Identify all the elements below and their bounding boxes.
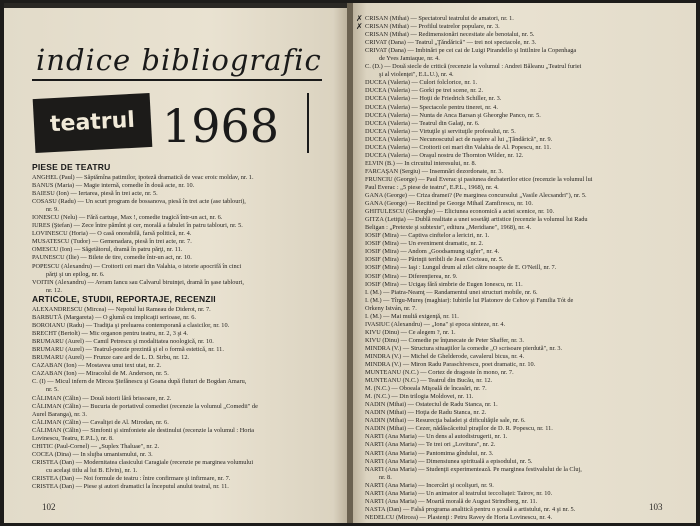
bibliography-entry: BRECHT (Bertolt) — Mic organon pentru teatru, nr. 2, 3 şi 4. [32, 330, 188, 338]
bibliography-entry: NARTI (Ana Maria) — Moartă morală de August Strindberg, nr. 11. [365, 497, 538, 505]
bibliography-entry: NASTA (Dan) — Falsă programa analitică pentru o şcoală a artistului, nr. 4 şi nr. 5. [365, 505, 576, 513]
bibliography-entry: DUCEA (Valeria) — Gorki pe trei scene, nr. 2. [365, 87, 484, 95]
bibliography-entry: NARTI (Ana Maria) — Pantomima gîndului, nr. 3. [365, 449, 494, 457]
bibliography-entry: NARTI (Ana Maria) — Incercări şi ocolişuri, nr. 9. [365, 481, 494, 489]
handwritten-mark-1: ✗ [356, 14, 363, 23]
bibliography-entry: IONESCU (Nelu) — Fără cartuşe, Max !, comedie tragică într-un act, nr. 6. [32, 214, 223, 222]
bibliography-entry: de Yves Jamiaque, nr. 4. [379, 55, 440, 63]
bibliography-entry: BARBUTĂ (Margareta) — O glumă cu implicaţii serioase, nr. 6. [32, 314, 196, 322]
bibliography-entry: nr. 5. [46, 386, 59, 394]
bibliography-entry: LOVINESCU (Horia) — O casă onorabilă, farsă politică, nr. 4. [32, 230, 192, 238]
left-page [4, 3, 347, 523]
bibliography-entry: Paul Everac : „5 piese de teatru", E.P.L., 1968), nr. 4. [365, 183, 499, 191]
bibliography-entry: DUCEA (Valeria) — Croitorii cei mari din Valahia de Al. Popescu, nr. 11. [365, 143, 552, 151]
bibliography-entry: CAZABAN (Ion) — Mostavea unui text utat, nr. 2. [32, 362, 162, 370]
bibliography-entry: NARTI (Ana Maria) — Un dens al autodistrugerii, nr. 1. [365, 433, 508, 441]
bibliography-entry: FARCAŞAN (Sergiu) — Insemnări dezordonate, nr. 3. [365, 167, 504, 175]
bibliography-entry: NARTI (Ana Maria) — Studenţii experimentează. Pe marginea festivalului de la Cluj, [365, 465, 582, 473]
bibliography-entry: OMESCU (Ion) — Săgetătorul, dramă în patru părţi, nr. 11. [32, 246, 183, 254]
articles-entry-list [32, 306, 337, 491]
bibliography-entry: DUCEA (Valeria) — Necunoscutul act de naştere al lui „Ţăndărică", nr. 9. [365, 135, 553, 143]
bibliography-entry: POPESCU (Alexandru) — Croitorii cei mari din Valahia, o istorie apocrifă în cinci [32, 262, 242, 270]
top-edge-strip [4, 3, 347, 8]
bibliography-entry: I. (M.) — Tîrgu-Mureş (maghiar): Iubirile lui Platonov de Cehov şi Familia Tót de [365, 296, 574, 304]
plays-entry-list [32, 174, 337, 295]
bibliography-entry: BRUMARU (Aurel) — Teatrul-poezie prezintă şi el o formă estetică, nr. 11. [32, 346, 224, 354]
bibliography-entry: DUCEA (Valeria) — Nunta de Anca Barsan şi Gheorghe Panco, nr. 5. [365, 111, 541, 119]
bibliography-entry: COCEA (Dina) — In slujba umanismului, nr. 3. [32, 450, 153, 458]
page-number-left: 102 [42, 502, 56, 512]
header-rule [32, 79, 322, 81]
bibliography-entry: NADIN (Mihai) — Hoţia de Radu Stanca, nr. 2. [365, 409, 487, 417]
bibliography-entry: I. (M.) — Mai multă exigenţă, nr. 11. [365, 312, 459, 320]
bibliography-entry: KIVU (Dinu) — Comedie pe înţunecate de Peter Shaffer, nr. 3. [365, 336, 524, 344]
bibliography-entry: MUNTEANU (N.C.) — Teatrul din Bucău, nr. 12. [365, 377, 493, 385]
bibliography-entry: DUCEA (Valeria) — Spectacole pentru tineret, nr. 4. [365, 103, 498, 111]
bibliography-entry: Aurel Baranga), nr. 3. [32, 410, 87, 418]
bibliography-entry: CRIVAT (Dana) — Imbinări pe cei cai de Luigi Pirandello şi Intilnire la Copenhaga [365, 47, 577, 55]
bibliography-entry: CHITIC (Paul-Cornel) — „Suplex Thaluae", nr. 2. [32, 442, 160, 450]
bibliography-entry: FRUNCIU (George) — Paul Everac şi pasiunea dezbaterilor etice (recenzie la volumul lui [365, 175, 593, 183]
bibliography-entry: CAZABAN (Ion) — Miracolul de M. Anderson, nr. 5. [32, 370, 169, 378]
bibliography-entry: IURES (Ştefan) — Zece între pămînt şi cer, morală a fabulei în patru tablouri, nr. 5. [32, 222, 243, 230]
bibliography-entry: MINDRA (V.) — Michel de Ghelderode, cavalerul bicus, nr. 4. [365, 352, 525, 360]
bibliography-entry: M. (N.C.) — Oboeala Mişoală de încasări, nr. 7. [365, 385, 487, 393]
bibliography-entry: BAIESU (Ion) — Iertarea, piesă în trei acte, nr. 5. [32, 190, 158, 198]
bibliography-entry: DUCEA (Valeria) — Hoţii de Friedrich Schiller, nr. 3. [365, 95, 502, 103]
bibliography-entry: BOROIANU (Radu) — Tradiţia şi preluarea contemporană a clasicilor, nr. 10. [32, 322, 230, 330]
bibliography-entry: I. (M.) — Piatra-Neamţ — Randamentul unei structuri mobile, nr. 6. [365, 288, 538, 296]
bibliography-entry: DUCEA (Valeria) — Oraşul nostru de Thornton Wilder, nr. 12. [365, 151, 524, 159]
bibliography-entry: BRUMARU (Aurel) — Camil Petrescu şi modalitatea noologică, nr. 10. [32, 338, 214, 346]
bibliography-entry: C. (D.) — Două siecle de critică (recenzie la volumul : Andrei Băleanu „Teatrul furiei [365, 63, 582, 71]
section-tag-label: teatrul [33, 93, 153, 153]
bibliography-entry: nr. 8. [379, 473, 392, 481]
bibliography-entry: COSASU (Radu) — Un scurt program de bossanova, piesă în trei acte (ase tablouri), [32, 198, 246, 206]
bibliography-entry: MINDRA (V.) — Structura situaţiilor la comedie „O scrisoare pierdută", nr. 3. [365, 344, 563, 352]
bibliography-entry: DUCEA (Valeria) — Culori folclorice, nr. 1. [365, 79, 478, 87]
bibliography-entry: părţi şi un epilog, nr. 6. [46, 270, 105, 278]
bibliography-entry: cu acelaşi titlu al lui B. Elvin), nr. 1. [46, 466, 138, 474]
bibliography-entry: CRISAN (Mihai) — Redimensionări necesitate ale benotalui, nr. 5. [365, 31, 535, 39]
bibliography-entry: MUNTEANU (N.C.) — Cortez de dragoste în mono, nr. 7. [365, 369, 514, 377]
header-vertical-rule [307, 93, 309, 153]
bibliography-entry: NARTI (Ana Maria) — Un animator al teatrului ieccoliaței: Tairov, nr. 10. [365, 489, 553, 497]
right-entry-list [365, 15, 689, 522]
bibliography-entry: KIVU (Dinu) — Ce alegem ?, nr. 1. [365, 328, 456, 336]
bibliography-entry: CRIVAT (Dana) — Teatrul „Ţăndărică" — trei noi spectacole, nr. 3. [365, 39, 537, 47]
section-heading-plays: PIESE DE TEATRU [32, 162, 111, 172]
bibliography-entry: IOSIF (Mira) — Părinţii teribili de Jean Cocteau, nr. 5. [365, 256, 504, 264]
bibliography-entry: GANA (George) — Recitind pe George Mihail Zamfirescu, nr. 10. [365, 200, 533, 208]
year-heading: 1968 [162, 99, 280, 153]
book-spread [4, 3, 696, 523]
bibliography-entry: NADIN (Mihai) — Resurecţia baladei şi dificultăţile sale, nr. 6. [365, 417, 526, 425]
bibliography-entry: VOITIN (Alexandru) — Avram Iancu sau Calvarul biruinţei, dramă în şase tablouri, [32, 278, 244, 286]
bibliography-entry: IVASIUC (Alexandru) — „Iona" şi epoca sinteze, nr. 4. [365, 320, 506, 328]
bibliography-entry: CRISTEA (Dan) — Piese şi autori dramatici la începutul anului teatral, nr. 11. [32, 483, 229, 491]
bibliography-entry: CRISTEA (Dan) — Noi formule de teatru : între confirmare şi infirmare, nr. 7. [32, 474, 231, 482]
handwritten-mark-2: ✗ [356, 22, 363, 31]
bibliography-entry: C. (I) — Micul infern de Mircea Ştefănescu şi Goana după fluturi de Bogdan Amaru, [32, 378, 247, 386]
page-number-right: 103 [649, 502, 663, 512]
bibliography-entry: PAUNESCU (Ilie) — Bilete de tire, comedie într-un act, nr. 10. [32, 254, 192, 262]
bibliography-entry: M. (N.C.) — Din trilogia Moldovei, nr. 11. [365, 393, 474, 401]
bibliography-entry: GITZA (Letiţia) — Dublă realitate a unei sosetăţi artistice (recenzie la volumul lui Radu [365, 216, 588, 224]
bibliography-entry: BANUS (Maria) — Magie internă, comedie în două acte, nr. 10. [32, 182, 195, 190]
bibliography-entry: NEDELCU (Mircea) — Plastenţi : Petru Ravey de Horia Lovinescu, nr. 4. [365, 513, 553, 521]
bibliography-entry: GHITULESCU (Gheorghe) — Eliciunea economică a actei scenice, nr. 10. [365, 208, 555, 216]
header-logo: indice bibliografic [36, 43, 322, 77]
bibliography-entry: NARTI (Ana Maria) — Te trei ori „Lovitura", nr. 2. [365, 441, 496, 449]
bibliography-entry: IOSIF (Mira) — Un eveniment dramatic, nr. 2. [365, 240, 484, 248]
bibliography-entry: CĂLIMAN (Călin) — Două istorii lără brissoare, nr. 2. [32, 394, 172, 402]
bibliography-entry: MINDRA (V.) — Miron Radu Paraschivescu, poet dramatic, nr. 10. [365, 361, 536, 369]
bibliography-entry: IOSIF (Mira) — Iaşi : Lungul drum al zilei către noapte de E. O'Neill, nr. 7. [365, 264, 557, 272]
bibliography-entry: BRUMARU (Aurel) — Frunze care ard de L. D. Sirbu, nr. 12. [32, 354, 190, 362]
bibliography-entry: Beligan : „Pretexte şi subtexte", editura „Meridiane", 1968), nr. 4. [365, 224, 532, 232]
bibliography-entry: IOSIF (Mira) — Diferenţierea, nr. 9. [365, 272, 458, 280]
bibliography-entry: DUCEA (Valeria) — Teatrul din Galaţi, nr. 6. [365, 119, 480, 127]
bibliography-entry: CRISAN (Mihai) — Profilul teatrelor populare, nr. 3. [365, 23, 500, 31]
bibliography-entry: Lovinescu, Teatru, E.P.L.), nr. 8. [32, 434, 114, 442]
right-page [353, 3, 696, 523]
bibliography-entry: ANGHEL (Paul) — Săptămîna patimilor, ipoteză dramatică de veac eroic moldav, nr. 1. [32, 174, 254, 181]
bibliography-entry: DUCEA (Valeria) — Virtuţile şi servituţile profesului, nr. 5. [365, 127, 516, 135]
bibliography-entry: CRISAN (Mihai) — Spectatorul teatrului de amatori, nr. 1. [365, 15, 514, 22]
bibliography-entry: CĂLIMAN (Călin) — Bucuria de portativul comediei (recenzie la volumul „Comedii" de [32, 402, 258, 410]
bibliography-entry: nr. 9. [46, 206, 59, 214]
bibliography-entry: NADIN (Mihai) — Cezer, nădăscăceitul piraţilor de D. R. Popescu, nr. 11. [365, 425, 553, 433]
section-heading-articles: ARTICOLE, STUDII, REPORTAJE, RECENZII [32, 294, 216, 304]
bibliography-entry: CĂLIMAN (Călin) — Simfonii şi simfoniete ale destinului (recenzie la volumul : Horia [32, 426, 255, 434]
bibliography-entry: nr. 12. [46, 286, 62, 294]
bibliography-entry: ELVIN (B.) — In circuitul interesului, nr. 8. [365, 159, 477, 167]
bibliography-entry: NARTI (Ana Maria) — Dimensiunea spirituală a episodului, nr. 5. [365, 457, 533, 465]
bibliography-entry: NADIN (Mihai) — Ostateciul de Radu Stanca, nr. 1. [365, 401, 498, 409]
bibliography-entry: ALEXANDRESCU (Mircea) — Nepotul lui Rameau de Diderot, nr. 7. [32, 306, 211, 313]
bibliography-entry: IOSIF (Mira) — Captiva cinftelor a lericiri, nr. 1. [365, 232, 490, 240]
bibliography-entry: GANA (George) — Criza dramei? (Pe marginea concursului „Vasile Alecsandri"), nr. 5. [365, 192, 587, 200]
bibliography-entry: CĂLIMAN (Călin) — Cavaliţei de Al. Mirodan, nr. 6. [32, 418, 169, 426]
bibliography-entry: Orkeny István, nr. 7. [365, 304, 417, 312]
bibliography-entry: IOSIF (Mira) — Ucigaş fără simbrie de Eugen Ionescu, nr. 11. [365, 280, 523, 288]
bibliography-entry: MUSATESCU (Tudor) — Gemenadara, piesă în trei acte, nr. 7. [32, 238, 192, 246]
bibliography-entry: CRISTEA (Dan) — Modernitatea clasicului Caragiale (recenzie pe marginea volumului [32, 458, 254, 466]
bibliography-entry: IOSIF (Mira) — Andom „Goodsamung sigfer", nr. 4. [365, 248, 500, 256]
bibliography-entry: şi al violenţei", E.L.U.), nr. 4. [379, 71, 454, 79]
